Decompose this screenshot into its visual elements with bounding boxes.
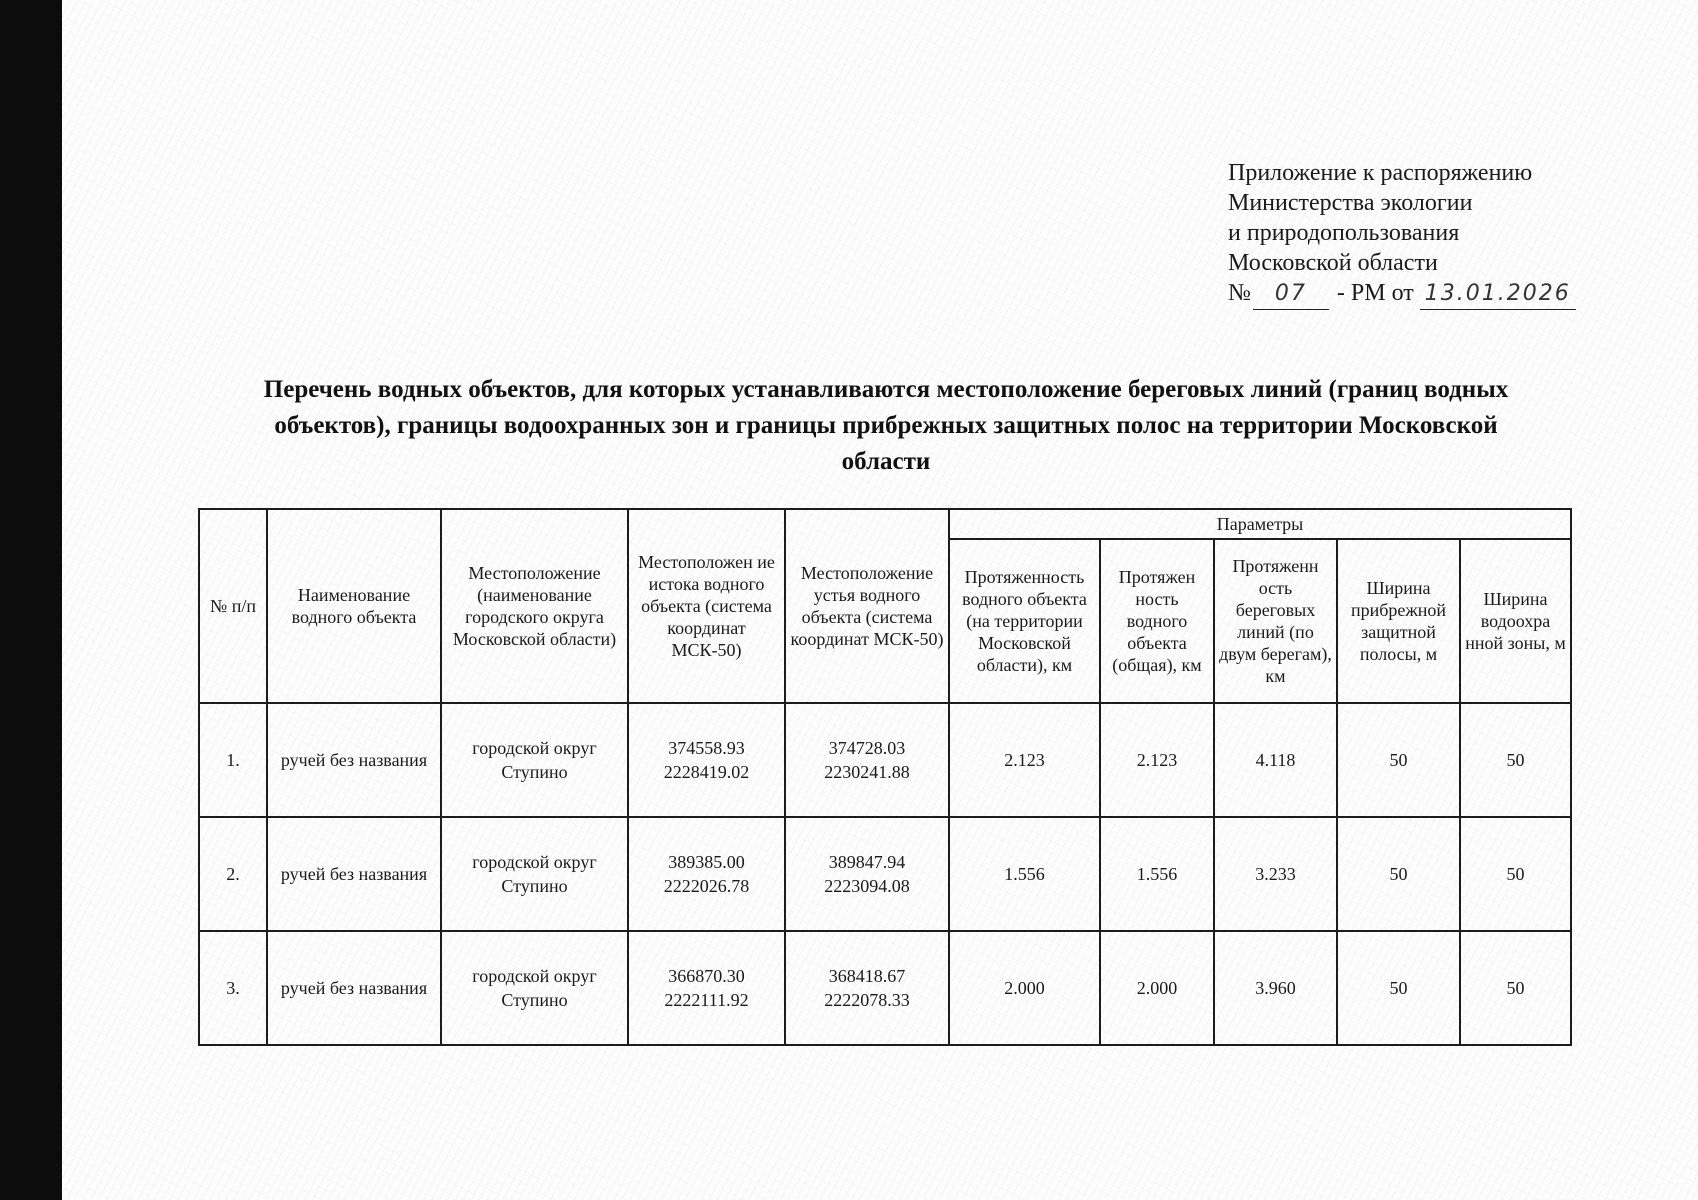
table-row	[199, 931, 1571, 1045]
cell-shoreline: 3.233	[1214, 817, 1337, 931]
cell-location: городской округ Ступино	[441, 703, 628, 817]
appendix-block	[1228, 158, 1608, 310]
cell-source: 374558.93 2228419.02	[628, 703, 785, 817]
cell-wpz-width: 50	[1460, 931, 1571, 1045]
cell-location: городской округ Ступино	[441, 817, 628, 931]
cell-length-total: 2.123	[1100, 703, 1214, 817]
order-number-line	[1228, 278, 1608, 310]
header-source: Местоположен ие истока водного объекта (система координат МСК-50)	[628, 509, 785, 703]
header-num: № п/п	[199, 509, 267, 703]
order-date-handwritten: 13.01.2026	[1420, 281, 1576, 310]
water-objects-table	[198, 508, 1572, 1046]
cell-coastal-width: 50	[1337, 931, 1460, 1045]
cell-wpz-width: 50	[1460, 817, 1571, 931]
title-line: области	[841, 448, 931, 475]
order-number-handwritten: 07	[1253, 281, 1329, 310]
header-name: Наименование водного объекта	[267, 509, 441, 703]
header-coastal-width: Ширина прибрежной защитной полосы, м	[1337, 539, 1460, 703]
header-length-total: Протяжен ность водного объекта (общая), км	[1100, 539, 1214, 703]
cell-name: ручей без названия	[267, 817, 441, 931]
header-length-mo: Протяженность водного объекта (на территории Московской области), км	[949, 539, 1100, 703]
cell-num: 3.	[199, 931, 267, 1045]
cell-num: 1.	[199, 703, 267, 817]
cell-wpz-width: 50	[1460, 703, 1571, 817]
header-shoreline: Протяженн ость береговых линий (по двум берегам), км	[1214, 539, 1337, 703]
table-row	[199, 703, 1571, 817]
cell-source: 389385.00 2222026.78	[628, 817, 785, 931]
cell-mouth: 374728.03 2230241.88	[785, 703, 949, 817]
header-location: Местоположение (наименование городского округа Московской области)	[441, 509, 628, 703]
table-row	[199, 817, 1571, 931]
cell-length-mo: 2.123	[949, 703, 1100, 817]
title-line: Перечень водных объектов, для которых устанавливаются местоположение береговых линий (границ водных	[263, 376, 1509, 403]
appendix-line: Министерства экологии	[1228, 190, 1473, 216]
document-title	[196, 372, 1576, 480]
cell-source: 366870.30 2222111.92	[628, 931, 785, 1045]
order-suffix: - РМ от	[1336, 280, 1414, 306]
cell-num: 2.	[199, 817, 267, 931]
cell-mouth: 368418.67 2222078.33	[785, 931, 949, 1045]
header-params: Параметры	[949, 509, 1571, 539]
appendix-line: Приложение к распоряжению	[1228, 160, 1533, 186]
cell-length-mo: 2.000	[949, 931, 1100, 1045]
number-sign: №	[1228, 280, 1251, 306]
scan-edge	[0, 0, 62, 1200]
cell-coastal-width: 50	[1337, 817, 1460, 931]
cell-length-mo: 1.556	[949, 817, 1100, 931]
header-wpz-width: Ширина водоохра нной зоны, м	[1460, 539, 1571, 703]
cell-shoreline: 3.960	[1214, 931, 1337, 1045]
cell-location: городской округ Ступино	[441, 931, 628, 1045]
title-line: объектов), границы водоохранных зон и границы прибрежных защитных полос на территории Московской	[274, 412, 1498, 439]
cell-coastal-width: 50	[1337, 703, 1460, 817]
cell-length-total: 2.000	[1100, 931, 1214, 1045]
cell-length-total: 1.556	[1100, 817, 1214, 931]
appendix-line: Московской области	[1228, 250, 1438, 276]
cell-shoreline: 4.118	[1214, 703, 1337, 817]
cell-name: ручей без названия	[267, 703, 441, 817]
appendix-line: и природопользования	[1228, 220, 1460, 246]
cell-name: ручей без названия	[267, 931, 441, 1045]
cell-mouth: 389847.94 2223094.08	[785, 817, 949, 931]
header-mouth: Местоположение устья водного объекта (система координат МСК-50)	[785, 509, 949, 703]
